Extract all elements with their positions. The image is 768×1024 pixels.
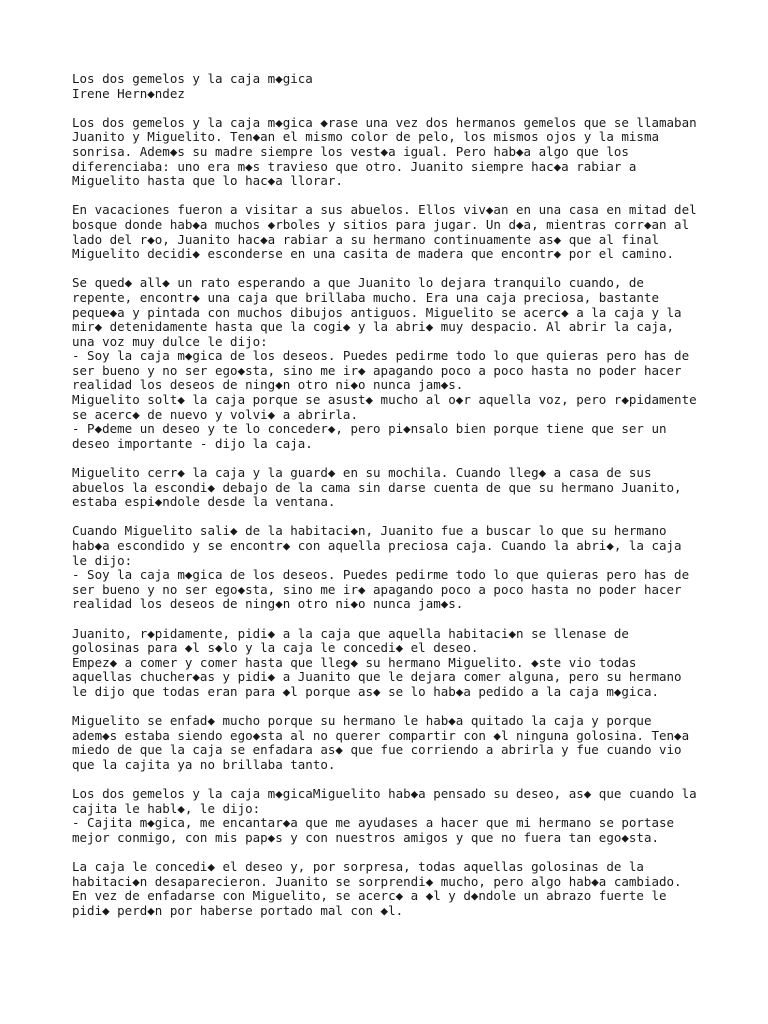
paragraph-gap <box>72 773 732 788</box>
text-line: Los dos gemelos y la caja m◆gica ◆rase una vez dos hermanos gemelos que se llamaban <box>72 114 697 130</box>
text-line: Se qued◆ all◆ un rato esperando a que Juanito lo dejara tranquilo cuando, de <box>72 275 644 291</box>
paragraph-gap <box>72 262 732 277</box>
text-line: que la cajita ya no brillaba tanto. <box>72 756 336 772</box>
paragraph <box>72 860 732 918</box>
paragraph <box>72 116 732 189</box>
text-line: le dijo que todas eran para ◆l porque as◆ se lo hab◆a pedido a la caja m◆gica. <box>72 683 659 699</box>
document-text <box>72 72 732 918</box>
text-line: estaba espi◆ndole desde la ventana. <box>72 494 336 510</box>
paragraph <box>72 466 732 510</box>
text-line: Empez◆ a comer y comer hasta que lleg◆ su hermano Miguelito. ◆ste vio todas <box>72 654 637 670</box>
title-block <box>72 72 732 101</box>
paragraph <box>72 714 732 772</box>
text-line: golosinas para ◆l s◆lo y la caja le concedi◆ el deseo. <box>72 640 479 656</box>
text-line: realidad los deseos de ning◆n otro ni◆o nunca jam◆s. <box>72 377 464 393</box>
text-line: diferenciaba: uno era m◆s travieso que otro. Juanito siempre hac◆a rabiar a <box>72 158 637 174</box>
text-line: una voz muy dulce le dijo: <box>72 333 268 349</box>
text-line: - P◆deme un deseo y te lo conceder◆, pero pi◆nsalo bien porque tiene que ser un <box>72 421 667 437</box>
text-line: Los dos gemelos y la caja m◆gicaMiguelito hab◆a pensado su deseo, as◆ que cuando la <box>72 786 697 802</box>
paragraph <box>72 627 732 700</box>
text-line: mejor conmigo, con mis pap◆s y con nuestros amigos y que no fuera tan ego◆sta. <box>72 829 659 845</box>
text-line: sonrisa. Adem◆s su madre siempre los vest◆a igual. Pero hab◆a algo que los <box>72 143 629 159</box>
paragraph <box>72 787 732 845</box>
paragraph <box>72 276 732 451</box>
text-line: Miguelito hasta que lo hac◆a llorar. <box>72 173 343 189</box>
document-author: Irene Hern◆ndez <box>72 85 185 101</box>
text-line: pidi◆ perd◆n por haberse portado mal con ◆l. <box>72 902 404 918</box>
text-line: cajita le habl◆, le dijo: <box>72 800 261 816</box>
text-line: deseo importante - dijo la caja. <box>72 435 313 451</box>
paragraph-gap <box>72 189 732 204</box>
text-line: lado del r◆o, Juanito hac◆a rabiar a su hermano continuamente as◆ que al final <box>72 231 659 247</box>
text-line: Miguelito se enfad◆ mucho porque su hermano le hab◆a quitado la caja y porque <box>72 713 652 729</box>
text-line: Miguelito decidi◆ esconderse en una casita de madera que encontr◆ por el camino. <box>72 246 675 262</box>
text-line: Juanito, r◆pidamente, pidi◆ a la caja que aquella habitaci◆n se llenase de <box>72 625 629 641</box>
text-line: - Cajita m◆gica, me encantar◆a que me ayudases a hacer que mi hermano se portase <box>72 815 675 831</box>
text-line: En vacaciones fueron a visitar a sus abuelos. Ellos viv◆an en una casa en mitad del <box>72 202 697 218</box>
text-line: aquellas chucher◆as y pidi◆ a Juanito que le dejara comer alguna, pero su hermano <box>72 669 682 685</box>
paragraph <box>72 203 732 261</box>
text-line: habitaci◆n desaparecieron. Juanito se sorprendi◆ mucho, pero algo hab◆a cambiado. <box>72 873 682 889</box>
text-line: Miguelito cerr◆ la caja y la guard◆ en su mochila. Cuando lleg◆ a casa de sus <box>72 465 652 481</box>
paragraph-gap <box>72 700 732 715</box>
paragraph-gap <box>72 612 732 627</box>
paragraph-gap <box>72 845 732 860</box>
text-line: - Soy la caja m◆gica de los deseos. Puedes pedirme todo lo que quieras pero has de <box>72 348 690 364</box>
text-line: peque◆a y pintada con muchos dibujos antiguos. Miguelito se acerc◆ a la caja y la <box>72 304 682 320</box>
paragraph-gap <box>72 510 732 525</box>
text-line: Cuando Miguelito sali◆ de la habitaci◆n, Juanito fue a buscar lo que su hermano <box>72 523 667 539</box>
text-line: hab◆a escondido y se encontr◆ con aquella preciosa caja. Cuando la abri◆, la caja <box>72 538 682 553</box>
text-line: adem◆s estaba siendo ego◆sta al no querer compartir con ◆l ninguna golosina. Ten◆a <box>72 727 690 743</box>
text-line: realidad los deseos de ning◆n otro ni◆o nunca jam◆s. <box>72 596 464 612</box>
text-line: repente, encontr◆ una caja que brillaba mucho. Era una caja preciosa, bastante <box>72 289 659 305</box>
document-title: Los dos gemelos y la caja m◆gica <box>72 71 313 86</box>
text-line: miedo de que la caja se enfadara as◆ que fue corriendo a abrirla y fue cuando vio <box>72 742 682 758</box>
text-line: - Soy la caja m◆gica de los deseos. Puedes pedirme todo lo que quieras pero has de <box>72 567 690 583</box>
text-line: Juanito y Miguelito. Ten◆an el mismo color de pelo, los mismos ojos y la misma <box>72 129 659 145</box>
paragraph-gap <box>72 101 732 116</box>
text-line: Miguelito solt◆ la caja porque se asust◆ mucho al o◆r aquella voz, pero r◆pidamente <box>72 392 697 408</box>
text-line: ser bueno y no ser ego◆sta, sino me ir◆ apagando poco a poco hasta no poder hacer <box>72 581 682 597</box>
text-line: le dijo: <box>72 552 133 568</box>
text-line: mir◆ detenidamente hasta que la cogi◆ y la abri◆ muy despacio. Al abrir la caja, <box>72 319 675 335</box>
paragraph-gap <box>72 451 732 466</box>
text-line: bosque donde hab◆a muchos ◆rboles y sitios para jugar. Un d◆a, mientras corr◆an al <box>72 216 690 232</box>
paragraph <box>72 524 732 612</box>
text-line: abuelos la escondi◆ debajo de la cama sin darse cuenta de que su hermano Juanito, <box>72 479 682 495</box>
text-line: se acerc◆ de nuevo y volvi◆ a abrirla. <box>72 406 358 422</box>
text-line: ser bueno y no ser ego◆sta, sino me ir◆ apagando poco a poco hasta no poder hacer <box>72 362 682 378</box>
text-line: En vez de enfadarse con Miguelito, se acerc◆ a ◆l y d◆ndole un abrazo fuerte le <box>72 888 667 904</box>
text-line: La caja le concedi◆ el deseo y, por sorpresa, todas aquellas golosinas de la <box>72 859 644 875</box>
